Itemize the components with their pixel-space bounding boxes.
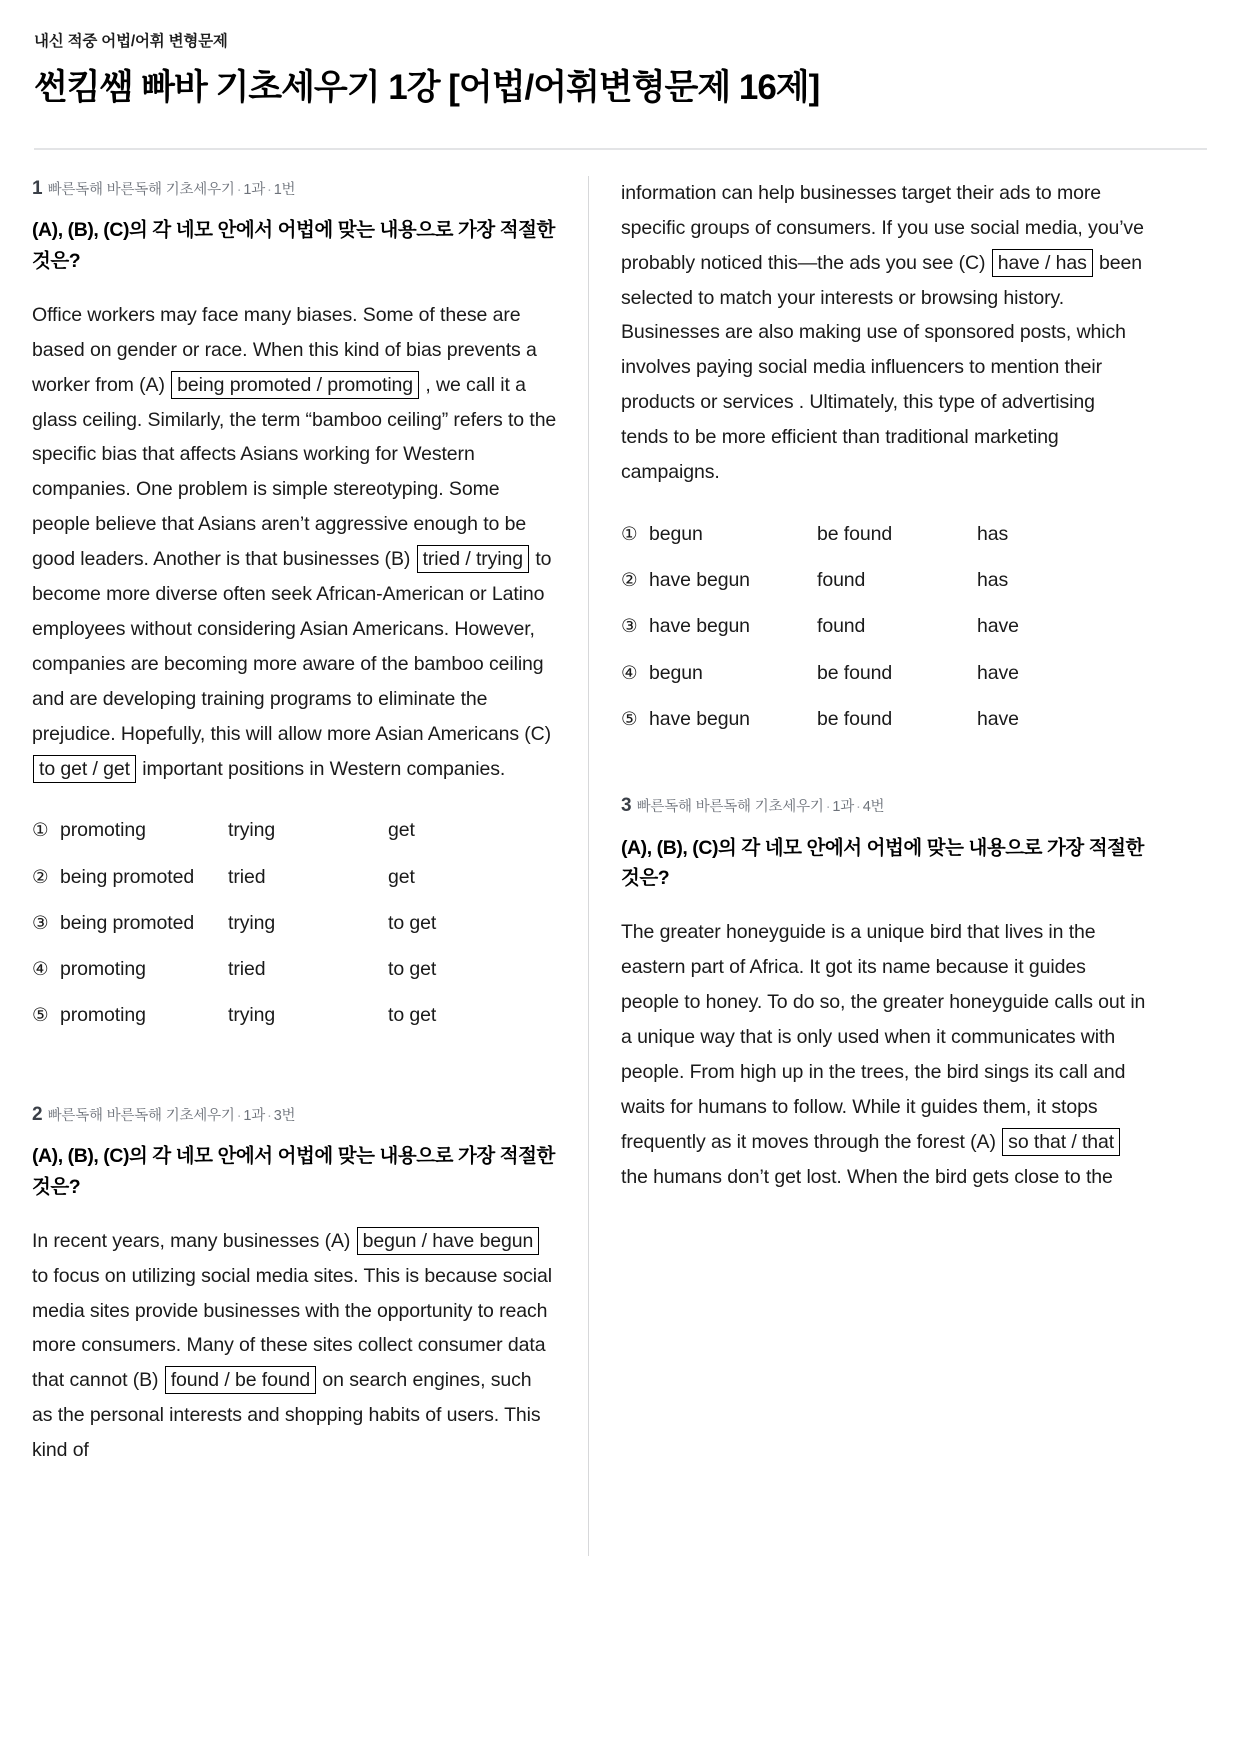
question-source-1: 빠른독해 바른독해 기초세우기 [47, 181, 235, 198]
page-title: 썬킴쌤 빠바 기초세우기 1강 [어법/어휘변형문제 16제] [34, 68, 820, 108]
boxed-choice: to get / get [33, 755, 136, 783]
choice-marker: ② [32, 865, 49, 887]
meta-separator: · [267, 1107, 272, 1124]
column-divider [588, 176, 589, 1556]
two-column-body [32, 176, 1209, 1556]
question-lesson-2: 1과 [243, 1107, 266, 1124]
choice-value-b: tried [228, 958, 266, 981]
choice-marker: ② [621, 569, 638, 591]
spacer [32, 1030, 557, 1102]
choice-value-a: promoting [60, 819, 146, 842]
question-block-3 [621, 793, 1146, 1194]
meta-separator: · [236, 181, 242, 198]
question-passage-2-right: information can help businesses target their ads to more specific groups of consumers. If you use social media, you’ve probably noticed this—the ads you see (C) have / has been selected to match your interests or browsing history. Businesses are also making use of sponsored posts, which involves paying social media influencers to mention their products or services . Ultimately, this type of advertising tends to be more efficient than traditional marketing campaigns. [621, 181, 1144, 484]
question-lesson-1: 1과 [243, 181, 266, 198]
question-block-2-continued [621, 176, 1146, 733]
question-item-3: 4번 [862, 799, 885, 816]
choice-value-b: found [817, 569, 866, 592]
choice-value-b: be found [817, 707, 893, 730]
choice-marker: ⑤ [32, 1004, 49, 1026]
choice-marker: ③ [32, 911, 49, 933]
question-passage-1: Office workers may face many biases. Some of these are based on gender or race. When this kind of bias prevents a worker from (A) being promoted / promoting , we call it a glass ceiling. Similarly, the term “bamboo ceiling” refers to the specific bias that affects Asians working for Western companies. One problem is simple stereotyping. Some people believe that Asians aren’t aggressive enough to be good leaders. Another is that businesses (B) tried / trying to become more diverse often seek African-American or Latino employees without considering Asian Americans. However, companies are becoming more aware of the bamboo ceiling and are developing training programs to eliminate the prejudice. Hopefully, this will allow more Asian Americans (C) to get / get important positions in Western companies. [32, 298, 557, 786]
choice-value-a: promoting [60, 958, 146, 981]
meta-separator: · [236, 1107, 242, 1124]
question-passage-2-left: In recent years, many businesses (A) begun / have begun to focus on utilizing social media sites. This is because social media sites provide businesses with the opportunity to reach more consumers. Many of these sites collect consumer data that cannot (B) found / be found on search engines, such as the personal interests and shopping habits of users. This kind of [32, 1224, 557, 1468]
question-prompt-3: (A), (B), (C)의 각 네모 안에서 어법에 맞는 내용으로 가장 적절한 것은? [621, 836, 1144, 890]
choice-marker: ⑤ [621, 707, 638, 729]
question-prompt-1: (A), (B), (C)의 각 네모 안에서 어법에 맞는 내용으로 가장 적절한 것은? [32, 219, 555, 272]
choice-marker: ① [621, 522, 638, 544]
choice-list-2 [621, 520, 1146, 733]
document-header [32, 30, 1209, 110]
choice-value-a: have begun [649, 615, 750, 638]
choice-value-b: trying [228, 819, 276, 842]
choice-value-b: found [817, 615, 866, 638]
choice-marker: ④ [32, 958, 49, 980]
document-kicker: 내신 적중 어법/어휘 변형문제 [34, 33, 228, 50]
boxed-choice: begun / have begun [357, 1227, 540, 1255]
right-column [621, 176, 1146, 1195]
meta-separator: · [825, 799, 831, 816]
choice-value-b: be found [817, 522, 893, 545]
left-column [32, 176, 557, 1468]
choice-value-a: have begun [649, 569, 750, 592]
question-block-2 [32, 1102, 557, 1468]
meta-separator: · [267, 181, 272, 198]
boxed-choice: tried / trying [417, 545, 529, 573]
choice-value-a: being promoted [60, 911, 195, 934]
question-passage-3: The greater honeyguide is a unique bird that lives in the eastern part of Africa. It got its name because it guides people to honey. To do so, the greater honeyguide calls out in a unique way that is only used when it communicates with people. From high up in the trees, the bird sings its call and waits for humans to follow. While it guides them, it stops frequently as it moves through the forest (A) so that / that the humans don’t get lost. When the bird gets close to the [621, 921, 1146, 1188]
question-prompt-2: (A), (B), (C)의 각 네모 안에서 어법에 맞는 내용으로 가장 적절한 것은? [32, 1145, 555, 1198]
question-source-2: 빠른독해 바른독해 기초세우기 [47, 1107, 235, 1124]
choice-value-c: to get [388, 911, 437, 934]
question-item-2: 3번 [273, 1107, 296, 1124]
choice-row[interactable] [621, 705, 1146, 733]
choice-row[interactable] [621, 520, 1146, 548]
choice-row[interactable] [32, 1001, 557, 1029]
choice-value-c: has [977, 569, 1009, 592]
question-item-1: 1번 [273, 181, 296, 198]
question-number-3: 3 [621, 795, 632, 817]
choice-value-c: get [388, 865, 415, 888]
choice-value-c: to get [388, 1004, 437, 1027]
meta-separator: · [856, 799, 861, 816]
question-meta-3 [621, 793, 1146, 820]
choice-value-a: begun [649, 522, 703, 545]
choice-marker: ① [32, 819, 49, 841]
choice-value-a: promoting [60, 1004, 146, 1027]
choice-row[interactable] [621, 566, 1146, 594]
choice-value-b: trying [228, 911, 276, 934]
choice-row[interactable] [621, 659, 1146, 687]
choice-value-a: begun [649, 661, 703, 684]
choice-list-1 [32, 816, 557, 1029]
choice-value-b: tried [228, 865, 266, 888]
boxed-choice: so that / that [1002, 1128, 1120, 1156]
choice-row[interactable] [32, 816, 557, 844]
choice-value-c: have [977, 707, 1019, 730]
spacer [621, 733, 1146, 793]
question-number-1: 1 [32, 177, 43, 199]
choice-value-c: has [977, 522, 1009, 545]
question-block-1 [32, 176, 557, 1030]
choice-row[interactable] [32, 955, 557, 983]
question-source-3: 빠른독해 바른독해 기초세우기 [636, 799, 824, 816]
question-meta-2 [32, 1102, 557, 1129]
choice-row[interactable] [32, 863, 557, 891]
choice-value-c: have [977, 615, 1019, 638]
choice-row[interactable] [621, 612, 1146, 640]
choice-marker: ④ [621, 661, 638, 683]
choice-value-a: being promoted [60, 865, 195, 888]
choice-value-b: trying [228, 1004, 276, 1027]
boxed-choice: found / be found [165, 1366, 316, 1394]
question-meta-1 [32, 176, 557, 203]
choice-row[interactable] [32, 909, 557, 937]
boxed-choice: have / has [992, 249, 1093, 277]
choice-value-a: have begun [649, 707, 750, 730]
question-lesson-3: 1과 [832, 799, 855, 816]
choice-value-b: be found [817, 661, 893, 684]
question-number-2: 2 [32, 1103, 43, 1125]
boxed-choice: being promoted / promoting [171, 371, 419, 399]
header-divider [34, 148, 1207, 150]
choice-value-c: to get [388, 958, 437, 981]
choice-value-c: get [388, 819, 415, 842]
choice-marker: ③ [621, 615, 638, 637]
choice-value-c: have [977, 661, 1019, 684]
